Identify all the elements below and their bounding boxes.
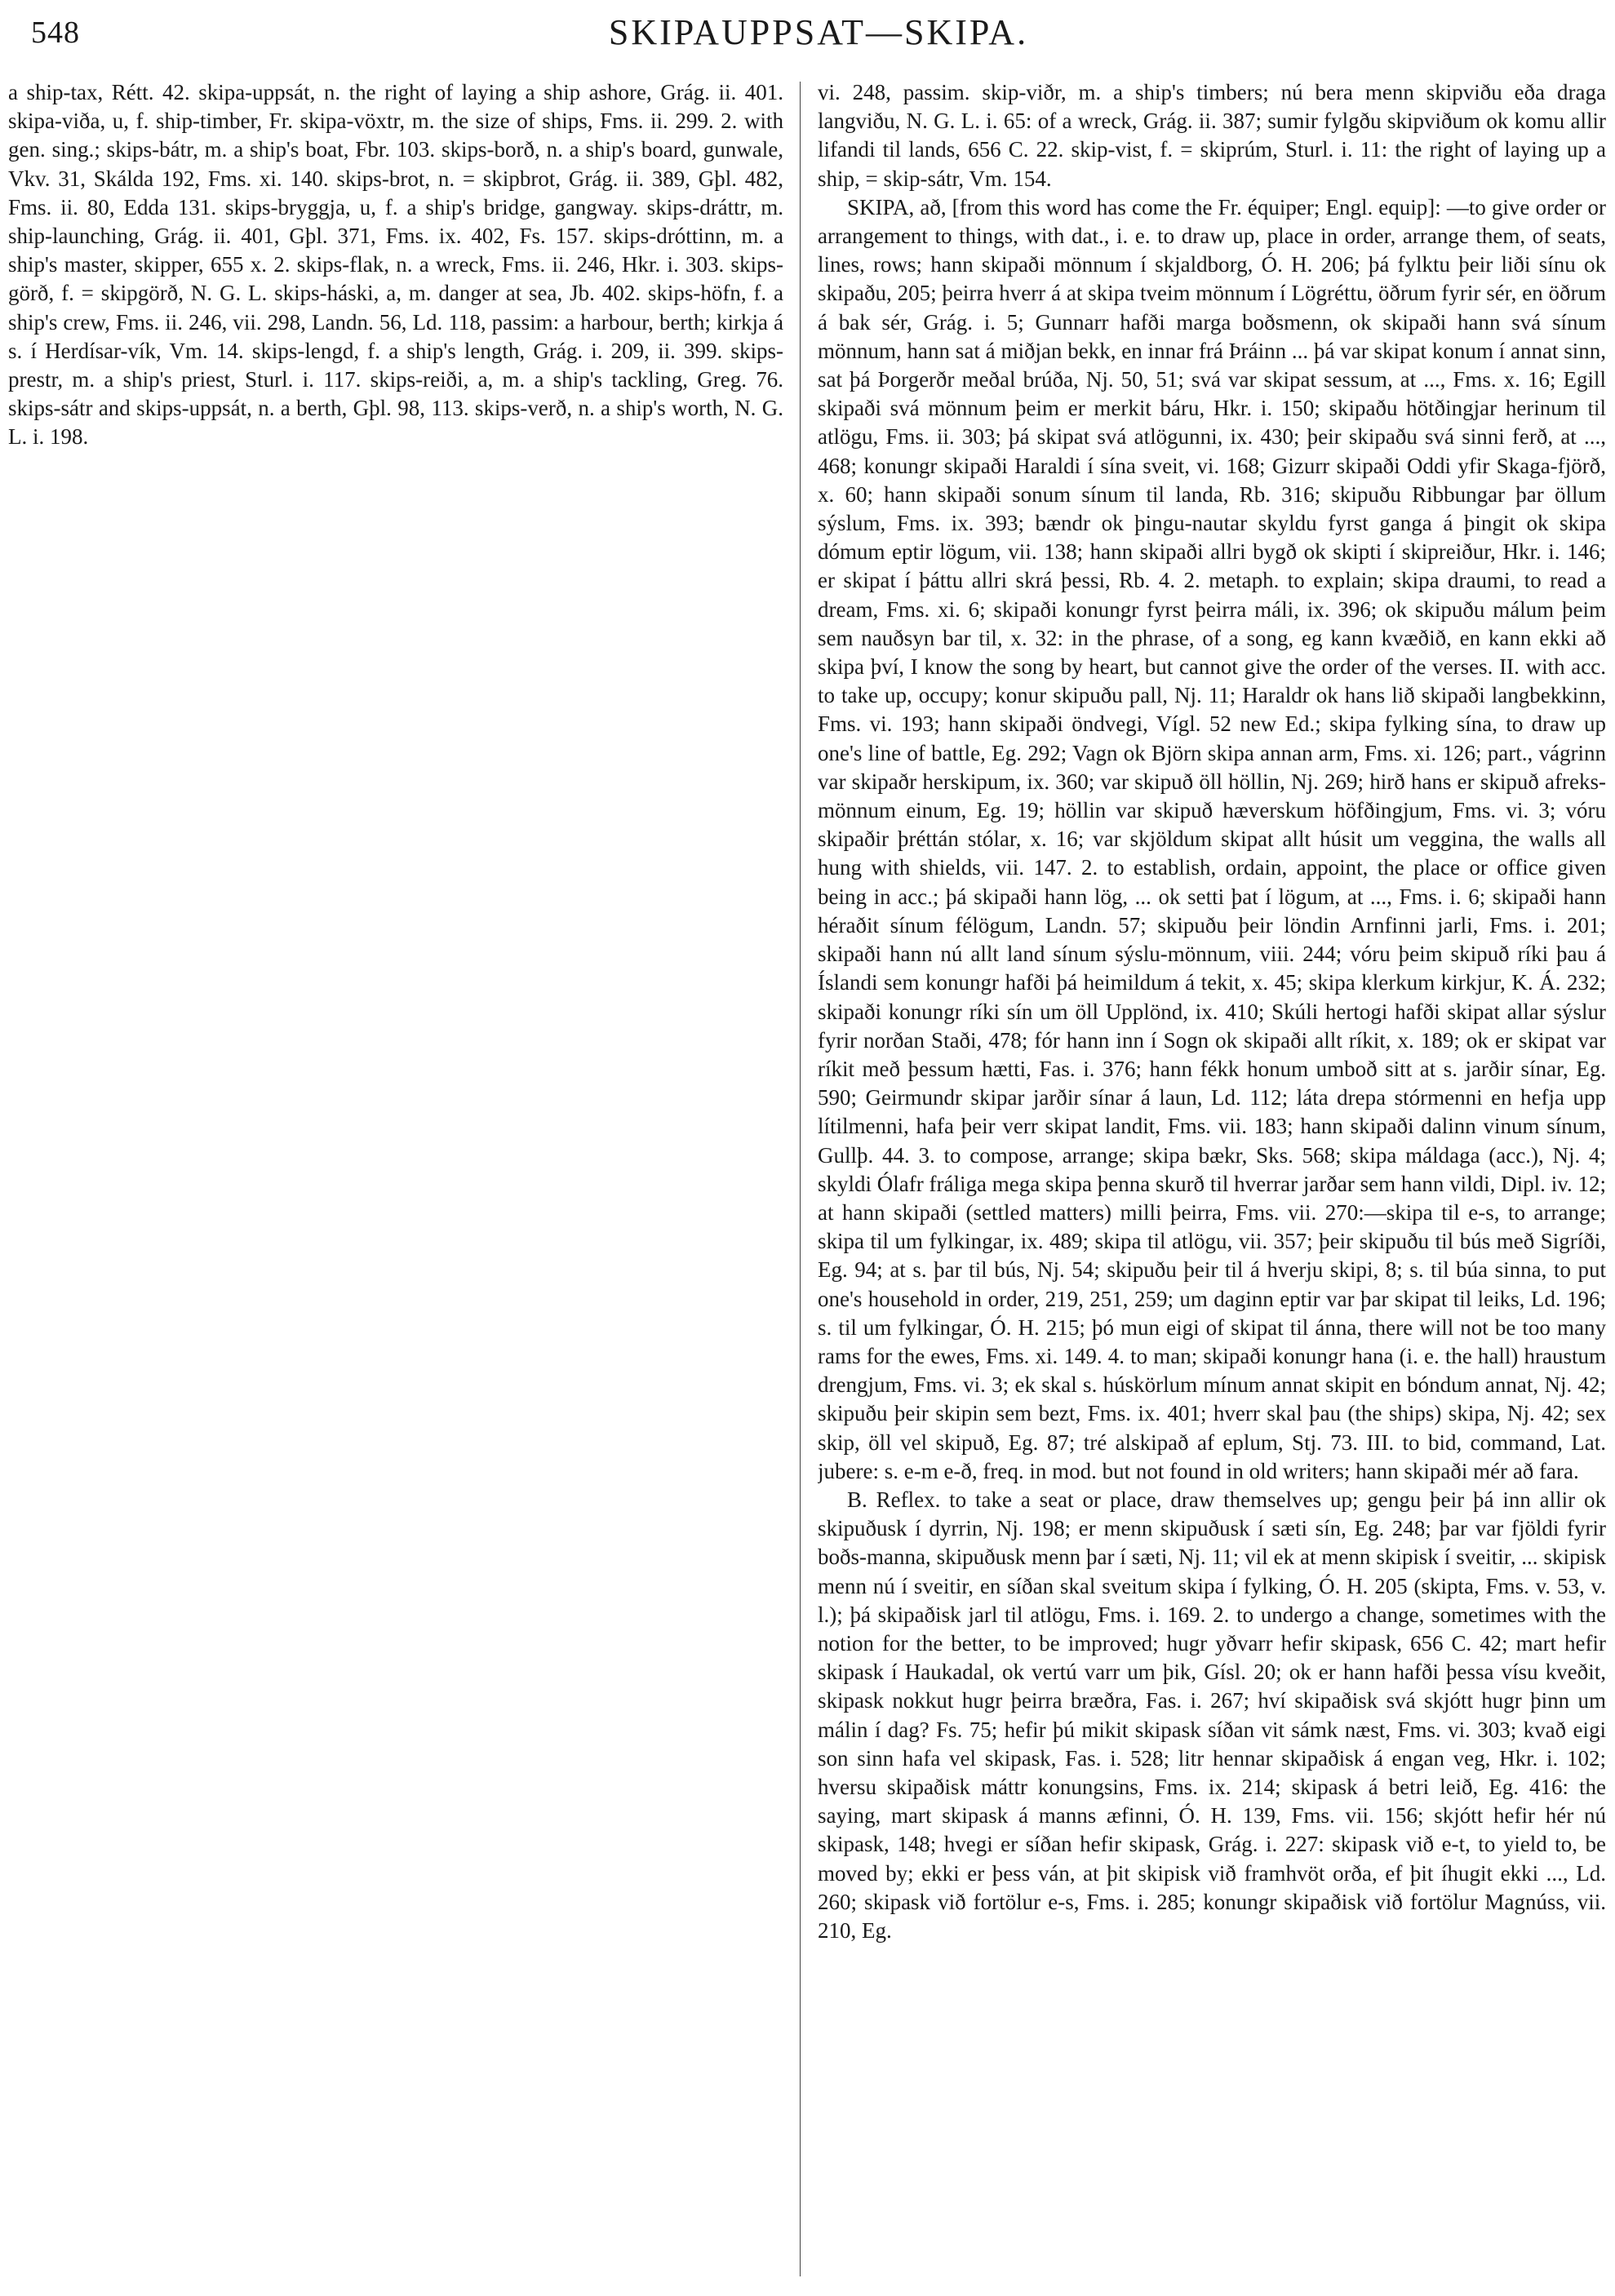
left-column bbox=[8, 78, 783, 2281]
right-paragraph-reflexive: B. Reflex. to take a seat or place, draw themselves up; gengu þeir þá inn allir ok skipuðusk í dyrrin, Nj. 198; er menn skipuðusk í sæti sín, Eg. 248; þar var fjöldi fyrir boðs-manna, skipuðusk menn þar í sæti, Nj. 11; vil ek at menn skipisk í sveitir, ... skipisk menn nú í sveitir, en síðan skal sveitum skipa í fylking, Ó. H. 205 (skipta, Fms. v. 53, v. l.); þá skipaðisk jarl til atlögu, Fms. i. 169. 2. to undergo a change, sometimes with the notion for the better, to be improved; hugr yðvarr hefir skipask, 656 C. 42; mart hefir skipask í Haukadal, ok vertú varr um þik, Gísl. 20; ok er hann hafði þessa vísu kveðit, skipask nokkut hugr þeirra bræðra, Fas. i. 267; hví skipaðisk svá skjótt hugr þinn um málin í dag? Fs. 75; hefir þú mikit skipask síðan vit sámk næst, Fms. vi. 303; kvað eigi son sinn hafa vel skipask, Fas. i. 528; litr hennar skipaðisk á engan veg, Hkr. i. 102; hversu skipaðisk máttr konungsins, Fms. ix. 214; skipask á betri leið, Eg. 416: the saying, mart skipask á manns æfinni, Ó. H. 139, Fms. vii. 156; skjótt hefir hér nú skipask, 148; hvegi er síðan hefir skipask, Grág. i. 227: skipask við e-t, to yield to, be moved by; ekki er þess ván, at þit skipisk við framhvöt orða, ef þit íhugit ekki ..., Ld. 260; skipask við fortölur e-s, Fms. i. 285; konungr skipaðisk við fortölur Magnúss, vii. 210, Eg. bbox=[818, 1487, 1606, 1943]
right-column bbox=[818, 78, 1606, 2281]
right-paragraph-skipvidr: vi. 248, passim. skip-viðr, m. a ship's timbers; nú bera menn skipviðu eða draga langviðu, N. G. L. i. 65: of a wreck, Grág. ii. 387; sumir fylgðu skipviðum ok komu allir lifandi til lands, 656 C. 22. skip-vist, f. = skiprúm, Sturl. i. 11: the right of laying up a ship, = skip-sátr, Vm. 154. bbox=[818, 80, 1606, 191]
page-header bbox=[31, 11, 1606, 64]
left-paragraph-compounds: a ship-tax, Rétt. 42. skipa-uppsát, n. the right of laying a ship ashore, Grág. ii. 401. skipa-viða, u, f. ship-timber, Fr. skipa-vöxtr, m. the size of ships, Fms. ii. 299. 2. with gen. sing.; skips-bátr, m. a ship's boat, Fbr. 103. skips-borð, n. a ship's board, gunwale, Vkv. 31, Skálda 192, Fms. xi. 140. skips-brot, n. = skipbrot, Grág. ii. 389, Gþl. 482, Fms. ii. 80, Edda 131. skips-bryggja, u, f. a ship's bridge, gangway. skips-dráttr, m. ship-launching, Grág. ii. 401, Gþl. 371, Fms. ix. 402, Fs. 157. skips-dróttinn, m. a ship's master, skipper, 655 x. 2. skips-flak, n. a wreck, Fms. ii. 246, Hkr. i. 303. skips-görð, f. = skipgörð, N. G. L. skips-háski, a, m. danger at sea, Jb. 402. skips-höfn, f. a ship's crew, Fms. ii. 246, vii. 298, Landn. 56, Ld. 118, passim: a harbour, berth; kirkja á s. í Herdísar-vík, Vm. 14. skips-lengd, f. a ship's length, Grág. i. 209, ii. 399. skips-prestr, m. a ship's priest, Sturl. i. 117. skips-reiði, a, m. a ship's tackling, Greg. 76. skips-sátr and skips-uppsát, n. a berth, Gþl. 98, 113. skips-verð, n. a ship's worth, N. G. L. i. 198. bbox=[8, 80, 783, 450]
running-head: SKIPAUPPSAT—SKIPA. bbox=[608, 12, 1029, 52]
right-paragraph-skipa-entry: SKIPA, að, [from this word has come the Fr. équiper; Engl. equip]: —to give order or arrangement to things, with dat., i. e. to draw up, place in order, arrange them, of seats, lines, rows; hann skipaði mönnum í skjaldborg, Ó. H. 206; þá fylktu þeir liði sínu ok skipaðu, 205; þeirra hverr á at skipa tveim mönnum í Lögréttu, öðrum fyrir sér, en öðrum á bak sér, Grág. i. 5; Gunnarr hafði marga boðsmenn, ok skipaði hann svá sínum mönnum, hann sat á miðjan bekk, en innar frá Þráinn ... þá var skipat konum í annat sinn, sat þá Þorgerðr meðal brúða, Nj. 50, 51; svá var skipat sessum, at ..., Fms. x. 16; Egill skipaði svá mönnum þeim er merkit báru, Hkr. i. 150; skipaðu hötðingjar herinum til atlögu, Fms. ii. 303; þá skipat svá atlögunni, ix. 430; þeir skipaðu svá sinni ferð, at ..., 468; konungr skipaði Haraldi í sína sveit, vi. 168; Gizurr skipaði Oddi yfir Skaga-fjörð, x. 60; hann skipaði sonum sínum til landa, Rb. 316; skipuðu Ribbungar þar öllum sýslum, Fms. ix. 393; bændr ok þingu-nautar skyldu fyrst ganga á þingit ok skipa dómum eptir lögum, vii. 138; hann skipaði allri bygð ok skipti í skipreiður, Hkr. i. 146; er skipat í þáttu allri skrá þessi, Rb. 4. 2. metaph. to explain; skipa draumi, to read a dream, Fms. xi. 6; skipaði konungr fyrst þeirra máli, ix. 396; ok skipuðu málum þeim sem nauðsyn bar til, x. 32: in the phrase, of a song, eg kann kvæðið, en kann ekki að skipa því, I know the song by heart, but cannot give the order of the verses. II. with acc. to take up, occupy; konur skipuðu pall, Nj. 11; Haraldr ok hans lið skipaði langbekkinn, Fms. vi. 193; hann skipaði öndvegi, Vígl. 52 new Ed.; skipa fylking sína, to draw up one's line of battle, Eg. 292; Vagn ok Björn skipa annan arm, Fms. xi. 126; part., vágrinn var skipaðr herskipum, ix. 360; var skipuð öll höllin, Nj. 269; hirð hans er skipuð afreks-mönnum einum, Eg. 19; höllin var skipuð hæverskum höfðingjum, Fms. vi. 3; vóru skipaðir þréttán stólar, x. 16; var skjöldum skipat allt húsit um veggina, the walls all hung with shields, vii. 147. 2. to establish, ordain, appoint, the place or office given being in acc.; þá skipaði hann lög, ... ok setti þat í lögum, at ..., Fms. i. 6; skipaði hann héraðit sínum félögum, Landn. 57; skipuðu þeir löndin Arnfinni jarli, Fms. i. 201; skipaði hann nú allt land sínum sýslu-mönnum, viii. 244; vóru þeim skipuð ríki þau á Íslandi sem konungr hafði þá heimildum á tekit, x. 45; skipa klerkum kirkjur, K. Á. 232; skipaði konungr ríki sín um öll Upplönd, ix. 410; Skúli hertogi hafði skipat allar sýslur fyrir norðan Staði, 478; fór hann inn í Sogn ok skipaði allt ríkit, x. 189; ok er skipat var ríkit með þessum hætti, Fas. i. 376; hann fékk honum umboð sitt at s. jarðir sínar, Eg. 590; Geirmundr skipar jarðir sínar á laun, Ld. 112; láta drepa stórmenni en hefja upp lítilmenni, hafa þeir verr skipat landit, Fms. vii. 183; hann skipaði dalinn vinum sínum, Gullþ. 44. 3. to compose, arrange; skipa bækr, Sks. 568; skipa máldaga (acc.), Nj. 4; skyldi Ólafr fráliga mega skipa þenna skurð til hverrar jarðar sem hann vildi, Dipl. iv. 12; at hann skipaði (settled matters) milli þeirra, Fms. vii. 270:—skipa til e-s, to arrange; skipa til um fylkingar, ix. 489; skipa til atlögu, vii. 357; þeir skipuðu til bús með Sigríði, Eg. 94; at s. þar til bús, Nj. 54; skipuðu þeir til á hverju skipi, 8; s. til búa sinna, to put one's household in order, 219, 251, 259; um daginn eptir var þar skipat til leiks, Ld. 196; s. til um fylkingar, Ó. H. 215; þó mun eigi of skipat til ánna, there will not be too many rams for the ewes, Fms. xi. 149. 4. to man; skipaði konungr hana (i. e. the hall) hraustum drengjum, Fms. vi. 3; ek skal s. húskörlum mínum annat skipit en bóndum annat, Nj. 42; skipuðu þeir skipin sem bezt, Fms. ix. 401; hverr skal þau (the ships) skipa, Nj. 42; sex skip, öll vel skipuð, Eg. 87; tré alskipað af eplum, Stj. 73. III. to bid, command, Lat. jubere: s. e-m e-ð, freq. in mod. but not found in old writers; hann skipaði mér að fara. bbox=[818, 194, 1606, 1483]
page-number: 548 bbox=[31, 16, 80, 50]
column-divider bbox=[800, 82, 801, 2276]
